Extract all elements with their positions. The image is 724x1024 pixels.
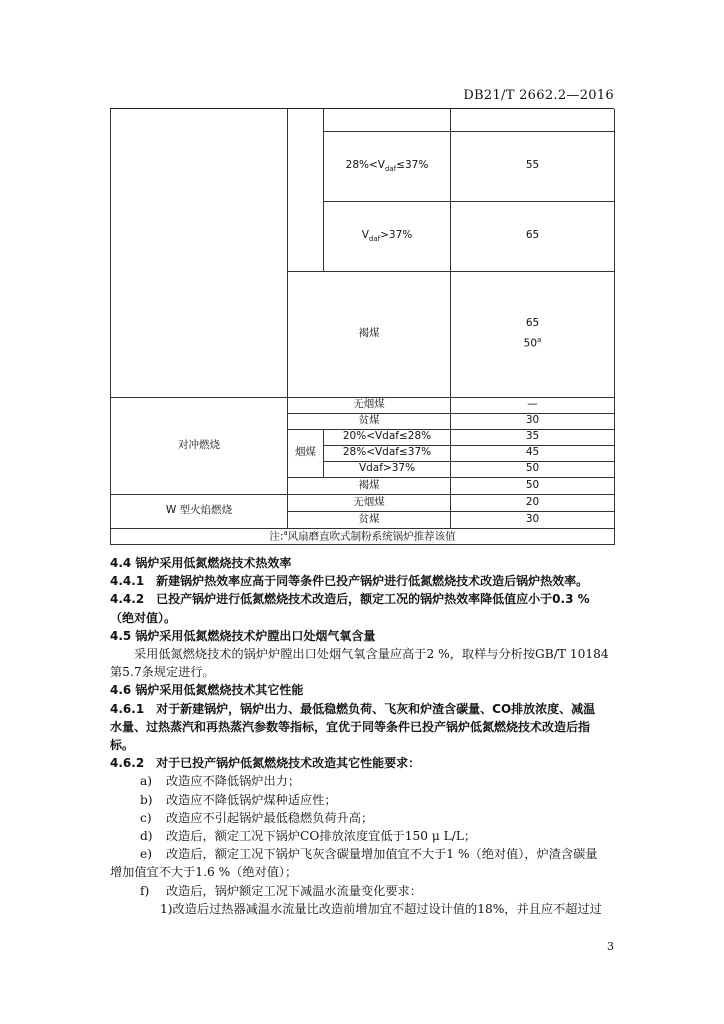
sub-list-item: 1)改造后过热器减温水流量比改造前增加宜不超过设计值的18%，并且应不超过过 (160, 901, 602, 916)
page-number: 3 (607, 940, 614, 953)
coal-cell: 贫煤 (288, 511, 451, 528)
value-cell: 45 (451, 445, 615, 461)
coal-group-bituminous: 烟煤 (288, 429, 324, 477)
section-heading: 4.4 锅炉采用低氮燃烧技术热效率 (110, 556, 292, 570)
coal-cell: 28%<Vdaf≤37% (324, 445, 451, 461)
clause-continued: （绝对值）。 (110, 610, 177, 625)
coal-cell: 贫煤 (288, 413, 451, 429)
section-heading: 4.5 锅炉采用低氮燃烧技术炉膛出口处烟气氧含量 (110, 628, 376, 643)
document-code: DB21/T 2662.2—2016 (463, 88, 614, 103)
value-cell: 30 (451, 413, 615, 429)
paragraph-continued: 第5.7条规定进行。 (110, 665, 215, 680)
list-item: d) 改造后，额定工况下锅炉CO排放浓度宜低于150 μ L/L； (140, 829, 477, 844)
coal-cell: $28\%<V_{daf}\le 37\%$ (324, 131, 451, 201)
value-cell: 35 (451, 429, 615, 445)
table-note: 注:$^a$风扇磨直吹式制粉系统锅炉推荐该值 (111, 528, 615, 544)
clause: 4.4.2 已投产锅炉进行低氮燃烧技术改造后，额定工况的锅炉热效率降低值应小于0.3 % (110, 592, 590, 607)
clause: 4.6.1 对于新建锅炉，锅炉出力、最低稳燃负荷、飞灰和炉渣含碳量、CO排放浓度、减温 (110, 701, 596, 716)
value-cell: — (451, 397, 615, 413)
list-item-continued: 增加值宜不大于1.6 %（绝对值）； (110, 865, 298, 880)
value-cell-continued (451, 109, 615, 131)
nox-limit-table (110, 109, 615, 545)
list-item: e) 改造后，额定工况下锅炉飞灰含碳量增加值宜不大于1 %（绝对值），炉渣含碳量 (140, 847, 598, 862)
section-heading: 4.6 锅炉采用低氮燃烧技术其它性能 (110, 683, 304, 698)
paragraph: 采用低氮燃烧技术的锅炉炉膛出口处烟气氧含量应高于2 %，取样与分析按GB/T 10184 (134, 647, 609, 662)
list-item: b) 改造应不降低锅炉煤种适应性； (140, 792, 337, 807)
value-cell: 20 (451, 494, 615, 511)
clause-continued: 水量、过热蒸汽和再热蒸汽参数等指标，宜优于同等条件已投产锅炉低氮燃烧技术改造后指 (110, 719, 591, 734)
clause-continued: 标。 (110, 738, 135, 753)
burner-type-cell-continued (111, 109, 288, 397)
clause: 4.4.1 新建锅炉热效率应高于同等条件已投产锅炉进行低氮燃烧技术改造后锅炉热效率。 (110, 574, 589, 589)
burner-type-hedge: 对冲燃烧 (111, 397, 288, 494)
list-item: a) 改造应不降低锅炉出力； (140, 774, 301, 789)
coal-group-cell-continued (288, 109, 324, 271)
value-cell: 65 (451, 201, 615, 271)
value-cell: 55 (451, 131, 615, 201)
coal-cell-lignite: 褐煤 (288, 271, 451, 397)
coal-cell: $V_{daf}>37\%$ (324, 201, 451, 271)
body-text (110, 554, 614, 918)
coal-cell: 无烟煤 (288, 397, 451, 413)
value-cell: 50 (451, 477, 615, 494)
list-item: c) 改造应不引起锅炉最低稳燃负荷升高； (140, 810, 374, 825)
value-cell-lignite: 65 50$^a$ (451, 271, 615, 397)
burner-type-w-flame: W 型火焰燃烧 (111, 494, 288, 528)
value-cell: 50 (451, 461, 615, 477)
coal-cell: Vdaf>37% (324, 461, 451, 477)
coal-cell: 20%<Vdaf≤28% (324, 429, 451, 445)
coal-cell: 褐煤 (288, 477, 451, 494)
value-cell: 30 (451, 511, 615, 528)
list-item: f) 改造后，锅炉额定工况下减温水流量变化要求： (140, 883, 422, 898)
coal-cell: 无烟煤 (288, 494, 451, 511)
clause: 4.6.2 对于已投产锅炉低氮燃烧技术改造其它性能要求： (110, 756, 421, 771)
coal-cell-continued (324, 109, 451, 131)
